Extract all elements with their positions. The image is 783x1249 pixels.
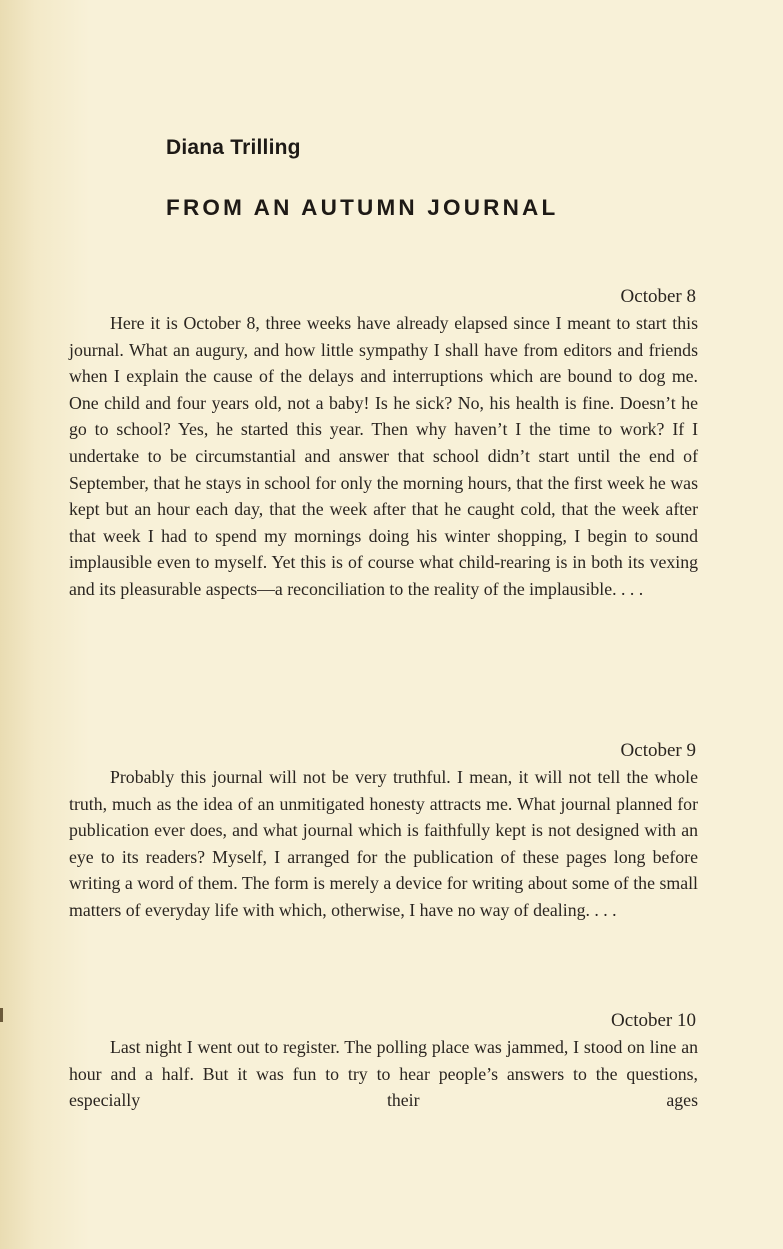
entry-text: Probably this journal will not be very truthful. I mean, it will not tell the whole truth, much as the idea of an unmitigated honesty attracts me. What journal planned for publication ever does, and what journal which is faithfully kept is not designed with an eye to its readers? Myself, I arranged for the publication of these pages long before writing a word of them. The form is merely a device for writing about some of the small matters of everyday life with which, otherwise, I have no way of dealing. . . . (69, 767, 698, 920)
journal-entry (69, 1008, 698, 1114)
author-name: Diana Trilling (166, 136, 301, 159)
entry-text: Here it is October 8, three weeks have already elapsed since I meant to start this journal. What an augury, and how little sympathy I shall have from editors and friends when I explain the cause of the delays and interruptions which are bound to dog me. One child and four years old, not a baby! Is he sick? No, his health is fine. Doesn’t he go to school? Yes, he started this year. Then why haven’t I the time to work? If I undertake to be circumstantial and answer that school didn’t start until the end of September, that he stays in school for only the morning hours, that the first week he was kept but an hour each day, that the week after that he caught cold, that the week after that week I had to spend my mornings doing his winter shopping, I begin to sound implausible even to myself. Yet this is of course what child-rearing is in both its vexing and its pleasurable aspects—a reconciliation to the reality of the implausible. . . . (69, 313, 698, 599)
essay-title: FROM AN AUTUMN JOURNAL (166, 195, 559, 220)
journal-entry (69, 738, 698, 924)
journal-entry (69, 284, 698, 603)
margin-mark (0, 1008, 3, 1022)
entry-date: October 10 (611, 1010, 696, 1031)
entry-text: Last night I went out to register. The polling place was jammed, I stood on line an hour and a half. But it was fun to try to hear people’s answers to the questions, especially their ages (69, 1037, 698, 1111)
entry-date: October 9 (620, 740, 696, 761)
entry-date: October 8 (620, 286, 696, 307)
